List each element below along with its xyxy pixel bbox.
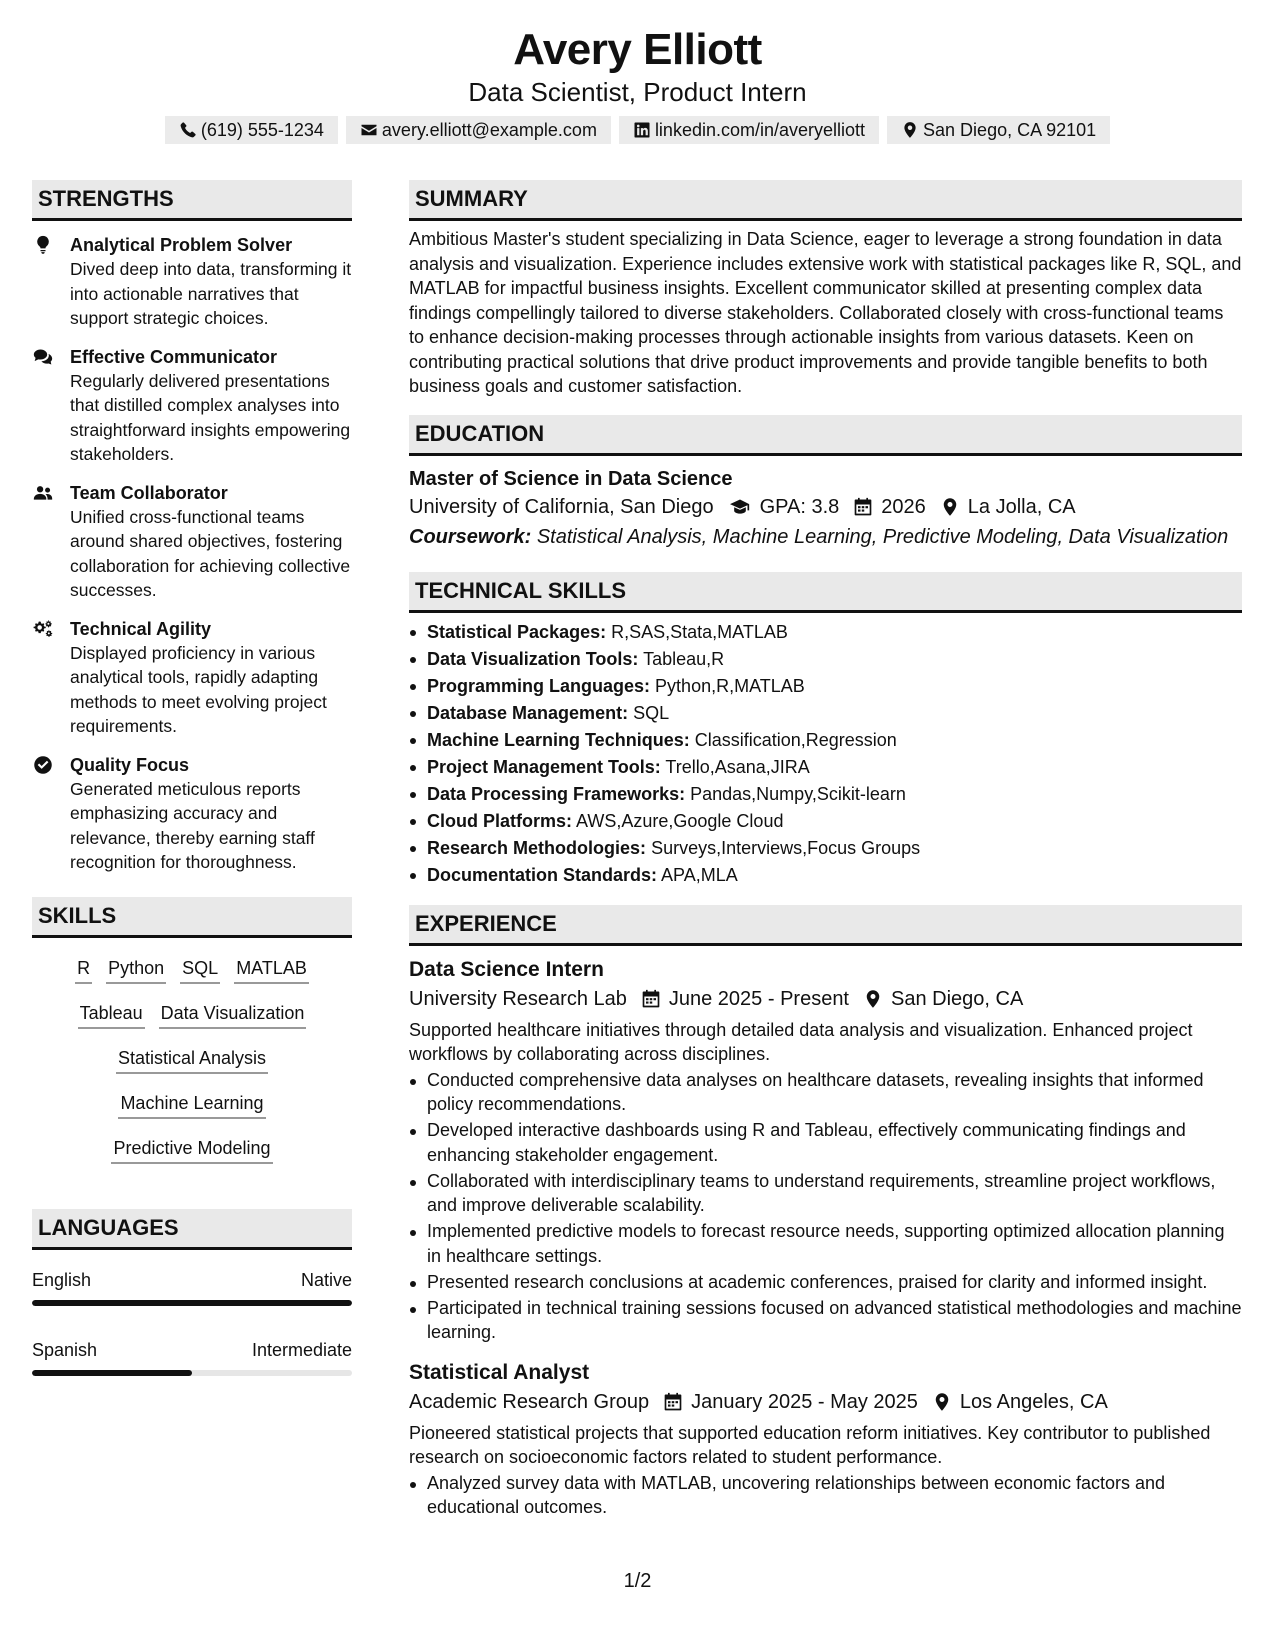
job-meta xyxy=(409,1387,1242,1417)
linkedin-text: linkedin.com/in/averyelliott xyxy=(654,119,866,140)
tech-skill-label: Research Methodologies: xyxy=(427,837,647,858)
tech-skill-value: Pandas,Numpy,Scikit-learn xyxy=(690,783,906,804)
lightbulb-icon xyxy=(32,235,54,255)
tech-skill-label: Documentation Standards: xyxy=(427,864,658,885)
map-pin-icon xyxy=(863,989,883,1009)
list-item xyxy=(409,862,1242,889)
education-heading: EDUCATION xyxy=(409,415,1242,456)
gears-icon xyxy=(32,619,54,639)
skill-tag: Python xyxy=(106,954,166,984)
job-dates: January 2025 - May 2025 xyxy=(691,1390,918,1413)
skills-heading: SKILLS xyxy=(32,897,352,938)
calendar-icon xyxy=(853,497,873,517)
contact-linkedin[interactable] xyxy=(619,116,879,144)
candidate-name: Avery Elliott xyxy=(513,25,762,74)
technical-skills-heading: TECHNICAL SKILLS xyxy=(409,572,1242,613)
language-item xyxy=(32,1268,352,1306)
email-text: avery.elliott@example.com xyxy=(381,119,597,140)
strength-title: Analytical Problem Solver xyxy=(70,235,293,255)
strength-item xyxy=(32,481,352,603)
tech-skill-value: Classification,Regression xyxy=(694,729,897,750)
language-bar xyxy=(32,1300,352,1306)
strength-desc: Regularly delivered presentations that distilled complex analyses into straightforward insights empowering stakeholders. xyxy=(70,370,351,464)
list-item: Collaborated with interdisciplinary teams to understand requirements, streamline project workflows, and improve deliverable scalability. xyxy=(409,1169,1242,1218)
tech-skill-label: Machine Learning Techniques: xyxy=(427,729,690,750)
language-level: Native xyxy=(300,1269,352,1290)
list-item: Presented research conclusions at academic conferences, praised for clarity and informed insight. xyxy=(409,1270,1242,1295)
list-item: Implemented predictive models to forecast resource needs, supporting optimized allocation planning in healthcare settings. xyxy=(409,1219,1242,1268)
language-name: Spanish xyxy=(32,1339,98,1360)
education-meta xyxy=(409,492,1242,522)
language-level: Intermediate xyxy=(251,1339,352,1360)
strength-desc: Displayed proficiency in various analytical tools, rapidly adapting methods to meet evolving project requirements. xyxy=(70,642,327,736)
job-entry xyxy=(409,1359,1242,1520)
tech-skill-label: Database Management: xyxy=(427,702,629,723)
strengths-heading: STRENGTHS xyxy=(32,180,352,221)
job-bullets xyxy=(409,1471,1242,1520)
map-pin-icon xyxy=(932,1392,952,1412)
education-coursework xyxy=(409,522,1242,552)
strength-item xyxy=(32,753,352,875)
list-item: Developed interactive dashboards using R and Tableau, effectively communicating findings and enhancing stakeholder engagement. xyxy=(409,1118,1242,1167)
candidate-title: Data Scientist, Product Intern xyxy=(468,77,807,107)
language-item xyxy=(32,1338,352,1376)
technical-skills-list xyxy=(409,613,1242,905)
strength-title: Quality Focus xyxy=(70,754,190,775)
calendar-icon xyxy=(641,989,661,1009)
list-item xyxy=(409,619,1242,646)
strength-desc: Generated meticulous reports emphasizing accuracy and relevance, thereby earning staff recognition for thoroughness. xyxy=(70,778,315,872)
list-item xyxy=(409,808,1242,835)
job-dates: June 2025 - Present xyxy=(668,987,849,1010)
tech-skill-value: AWS,Azure,Google Cloud xyxy=(576,810,784,831)
language-name: English xyxy=(32,1269,92,1290)
tech-skill-value: APA,MLA xyxy=(661,864,738,885)
tech-skill-label: Cloud Platforms: xyxy=(427,810,573,831)
contact-email[interactable] xyxy=(346,116,611,144)
job-title: Data Science Intern xyxy=(409,957,604,981)
right-column xyxy=(409,180,1242,1521)
location-text: San Diego, CA 92101 xyxy=(923,119,1097,140)
list-item xyxy=(409,727,1242,754)
tech-skill-value: Trello,Asana,JIRA xyxy=(665,756,810,777)
list-item: Analyzed survey data with MATLAB, uncovering relationships between economic factors and educational outcomes. xyxy=(409,1471,1242,1520)
skill-tag: MATLAB xyxy=(234,954,309,984)
page-number: 1/2 xyxy=(623,1570,652,1592)
coursework-list: Statistical Analysis, Machine Learning, Predictive Modeling, Data Visualization xyxy=(536,525,1229,548)
strength-item xyxy=(32,345,352,467)
tech-skill-label: Project Management Tools: xyxy=(427,756,661,777)
phone-text: (619) 555-1234 xyxy=(200,119,324,140)
language-bar-fill xyxy=(32,1370,192,1376)
job-bullets xyxy=(409,1068,1242,1345)
tech-skill-value: R,SAS,Stata,MATLAB xyxy=(611,621,788,642)
strengths-list xyxy=(32,233,352,875)
strength-title: Technical Agility xyxy=(70,618,212,639)
envelope-icon xyxy=(360,121,378,139)
list-item xyxy=(409,754,1242,781)
strength-desc: Dived deep into data, transforming it into actionable narratives that support strategic choices. xyxy=(70,259,352,328)
skill-tag: R xyxy=(75,954,92,984)
list-item: Conducted comprehensive data analyses on healthcare datasets, revealing insights that informed policy recommendations. xyxy=(409,1068,1242,1117)
language-bar-fill xyxy=(32,1300,352,1306)
summary-text: Ambitious Master's student specializing in Data Science, eager to leverage a strong foundation in data analysis and visualization. Experience includes extensive work with statistical packages like R, SQL, and MATLAB for impactful business insights. Excellent communicator skilled at presenting complex data findings compellingly tailored to diverse stakeholders. Collaborated closely with cross-functional teams to enhance decision-making processes through actionable insights from various datasets. Keen on contributing practical solutions that drive product improvements and provide tangible benefits to both business goals and customer satisfaction. xyxy=(409,229,1242,396)
calendar-icon xyxy=(663,1392,683,1412)
skill-tag: Statistical Analysis xyxy=(116,1044,268,1074)
list-item xyxy=(409,700,1242,727)
check-circle-icon xyxy=(32,755,54,775)
resume-header xyxy=(0,22,1275,144)
strength-item xyxy=(32,617,352,739)
education-year: 2026 xyxy=(881,495,926,518)
tech-skill-value: SQL xyxy=(633,702,670,723)
tech-skill-value: Tableau,R xyxy=(643,648,725,669)
users-icon xyxy=(32,483,54,503)
strength-item xyxy=(32,233,352,331)
languages-heading: LANGUAGES xyxy=(32,1209,352,1250)
job-location: Los Angeles, CA xyxy=(959,1390,1108,1413)
phone-icon xyxy=(179,121,197,139)
skill-tag: SQL xyxy=(180,954,220,984)
education-location: La Jolla, CA xyxy=(967,495,1076,518)
contact-bar xyxy=(0,116,1275,144)
strength-desc: Unified cross-functional teams around shared objectives, fostering collaboration for achieving collective successes. xyxy=(70,506,351,600)
skill-tag: Tableau xyxy=(78,999,145,1029)
job-description: Pioneered statistical projects that supported education reform initiatives. Key contributor to published research on socioeconomic factors related to student performance. xyxy=(409,1422,1211,1467)
list-item xyxy=(409,781,1242,808)
job-org: Academic Research Group xyxy=(409,1390,650,1413)
graduation-cap-icon xyxy=(728,497,752,517)
contact-location xyxy=(887,116,1110,144)
map-pin-icon xyxy=(901,121,919,139)
experience-heading: EXPERIENCE xyxy=(409,905,1242,946)
list-item xyxy=(409,673,1242,700)
education-school: University of California, San Diego xyxy=(409,495,714,518)
summary-heading: SUMMARY xyxy=(409,180,1242,221)
strength-title: Team Collaborator xyxy=(70,482,228,503)
job-location: San Diego, CA xyxy=(891,987,1024,1010)
job-title: Statistical Analyst xyxy=(409,1360,590,1384)
skills-tags xyxy=(32,938,352,1179)
job-meta xyxy=(409,984,1242,1014)
comments-icon xyxy=(32,347,54,367)
coursework-label: Coursework: xyxy=(409,525,532,548)
linkedin-icon xyxy=(633,121,651,139)
tech-skill-label: Data Processing Frameworks: xyxy=(427,783,686,804)
language-bar xyxy=(32,1370,352,1376)
job-description: Supported healthcare initiatives through detailed data analysis and visualization. Enhanced project workflows by collaborating across disciplines. xyxy=(409,1019,1193,1064)
skill-tag: Predictive Modeling xyxy=(111,1134,272,1164)
list-item xyxy=(409,835,1242,862)
skill-tag: Machine Learning xyxy=(118,1089,265,1119)
skill-tag: Data Visualization xyxy=(159,999,307,1029)
tech-skill-value: Surveys,Interviews,Focus Groups xyxy=(651,837,921,858)
education-degree: Master of Science in Data Science xyxy=(409,467,733,490)
contact-phone[interactable] xyxy=(165,116,338,144)
tech-skill-label: Programming Languages: xyxy=(427,675,651,696)
map-pin-icon xyxy=(940,497,960,517)
tech-skill-label: Statistical Packages: xyxy=(427,621,607,642)
job-org: University Research Lab xyxy=(409,987,627,1010)
job-entry xyxy=(409,956,1242,1345)
strength-title: Effective Communicator xyxy=(70,346,278,367)
list-item xyxy=(409,646,1242,673)
left-column xyxy=(32,180,352,1376)
tech-skill-label: Data Visualization Tools: xyxy=(427,648,639,669)
education-gpa: GPA: 3.8 xyxy=(759,495,840,518)
list-item: Participated in technical training sessions focused on advanced statistical methodologies and machine learning. xyxy=(409,1296,1242,1345)
tech-skill-value: Python,R,MATLAB xyxy=(655,675,805,696)
